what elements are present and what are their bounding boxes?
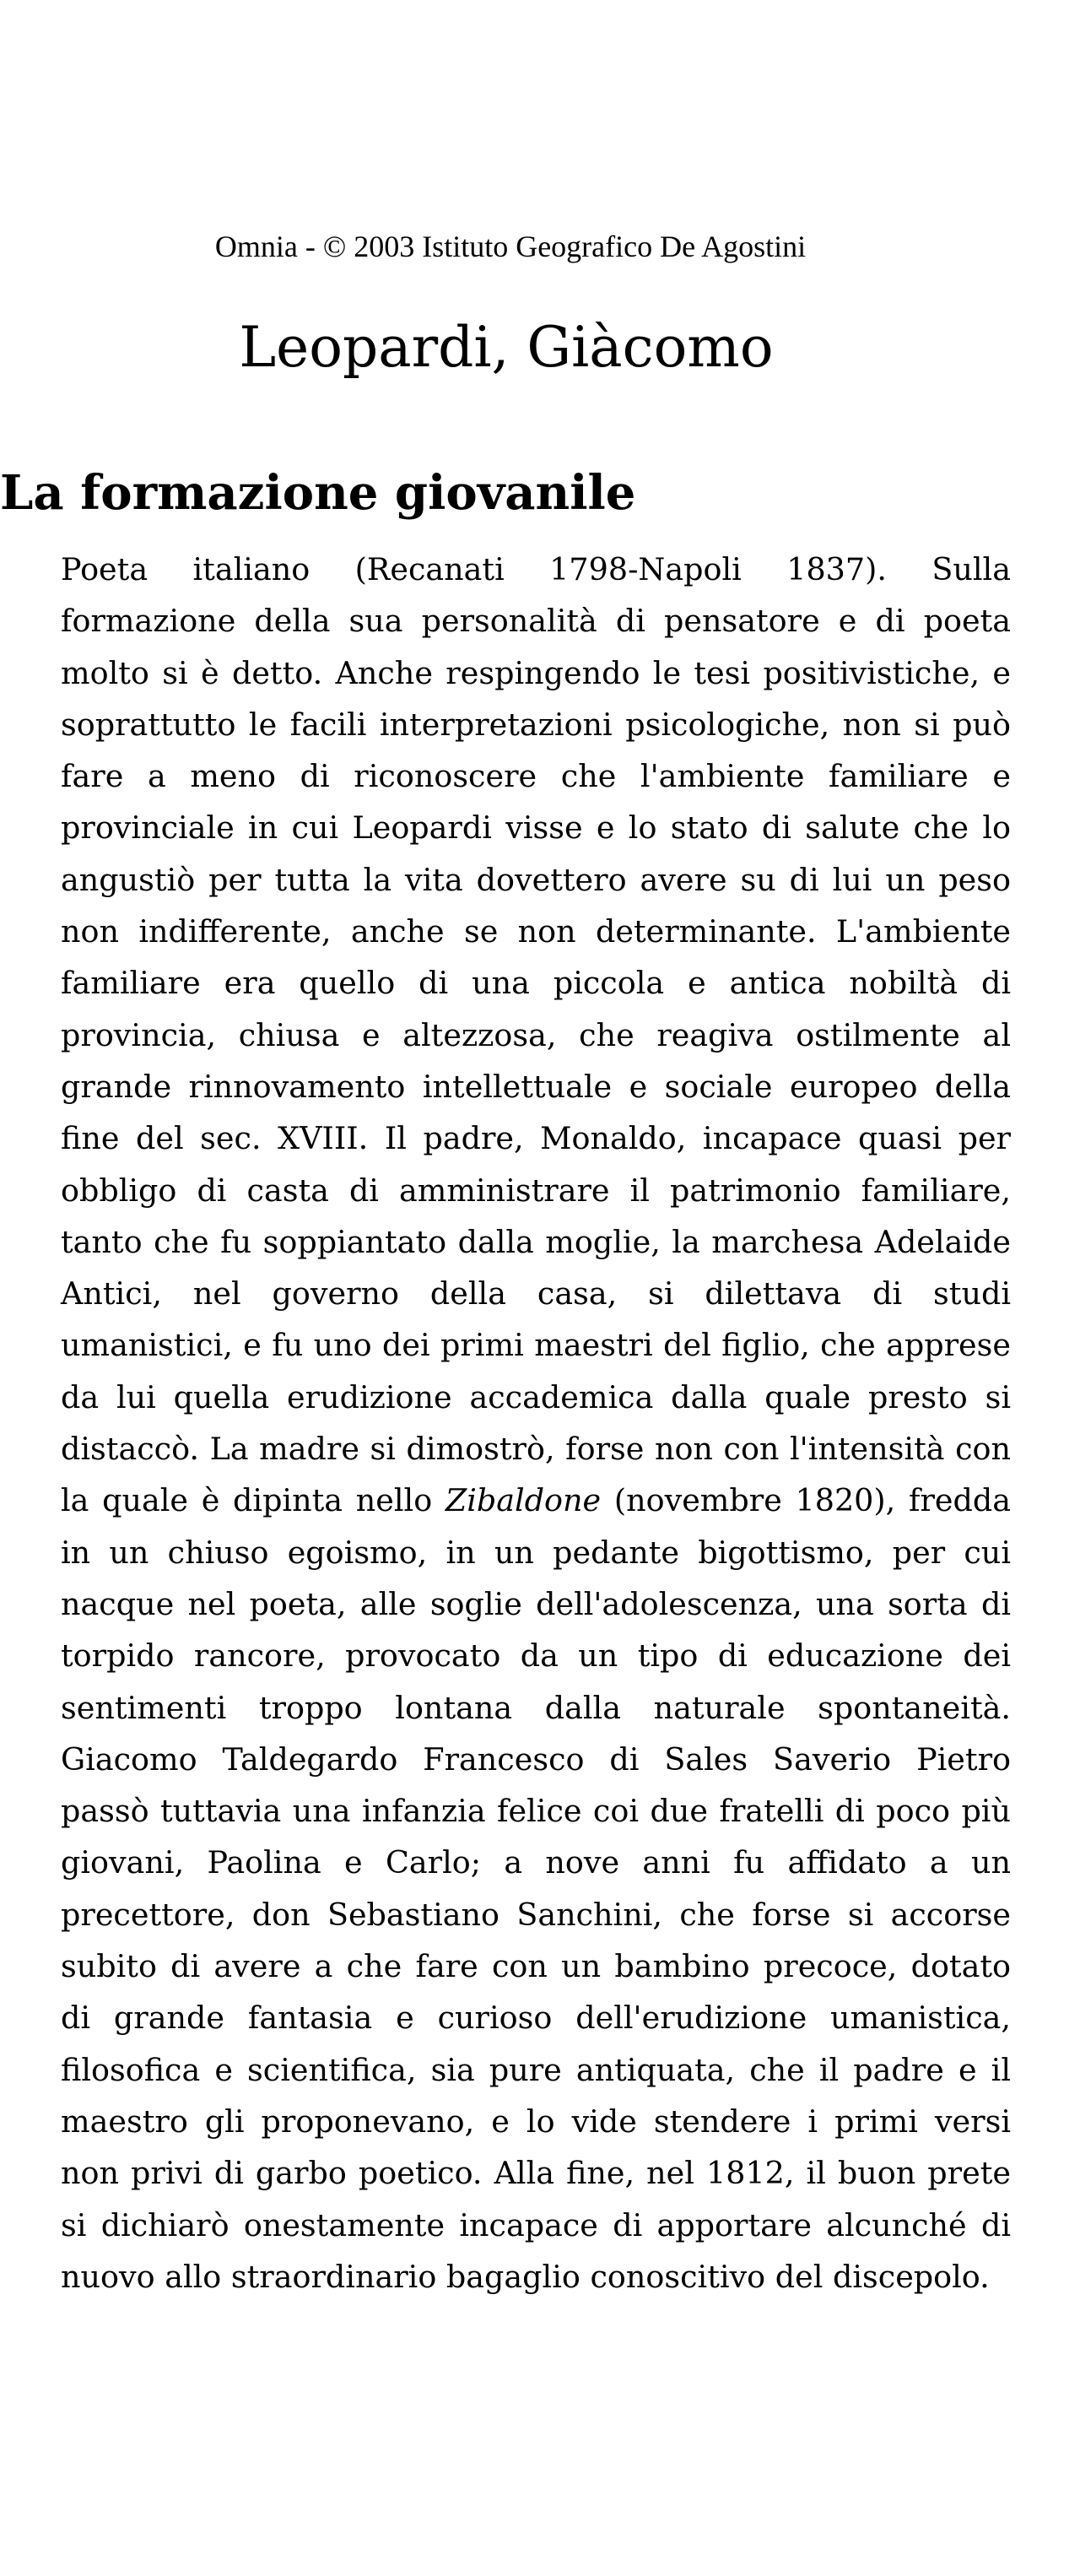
paragraph-text-before-italic: Poeta italiano (Recanati 1798-Napoli 1837). Sulla formazione della sua personalità di pensatore e di poeta molto si è detto. Anche respingendo le tesi positivistiche, e soprattutto le facili interpretazioni psicologiche, non si può fare a meno di riconoscere che l'ambiente familiare e provinciale in cui Leopardi visse e lo stato di salute che lo angustiò per tutta la vita dovettero avere su di lui un peso non indifferente, anche se non determinante. L'ambiente familiare era quello di una piccola e antica nobiltà di provincia, chiusa e altezzosa, che reagiva ostilmente al grande rinnovamento intellettuale e sociale europeo della fine del sec. XVIII. Il padre, Monaldo, incapace quasi per obbligo di casta di amministrare il patrimonio familiare, tanto che fu soppiantato dalla moglie, la marchesa Adelaide Antici, nel governo della casa, si dilettava di studi umanistici, e fu uno dei primi maestri del figlio, che apprese da lui quella erudizione accademica dalla quale presto si distaccò. La madre si dimostrò, forse non con l'intensità con la quale è dipinta nello [61,551,1011,1519]
section-heading: La formazione giovanile [0,465,636,521]
source-credit: Omnia - © 2003 Istituto Geografico De Agostini [214,230,807,263]
article-title: Leopardi, Giàcomo [239,315,774,380]
body-paragraph [61,544,1011,2303]
paragraph-text-after-italic: (novembre 1820), fredda in un chiuso egoismo, in un pedante bigottismo, per cui nacque nel poeta, alle soglie dell'adolescenza, una sorta di torpido rancore, provocato da un tipo di educazione dei sentimenti troppo lontana dalla naturale spontaneità. Giacomo Taldegardo Francesco di Sales Saverio Pietro passò tuttavia una infanzia felice coi due fratelli di poco più giovani, Paolina e Carlo; a nove anni fu affidato a un precettore, don Sebastiano Sanchini, che forse si accorse subito di avere a che fare con un bambino precoce, dotato di grande fantasia e curioso dell'erudizione umanistica, filosofica e scientifica, sia pure antiquata, che il padre e il maestro gli proponevano, e lo vide stendere i primi versi non privi di garbo poetico. Alla fine, nel 1812, il buon prete si dichiarò onestamente incapace di apportare alcunché di nuovo allo straordinario bagaglio conoscitivo del discepolo. [61,1482,1011,2295]
italic-work-title: Zibaldone [445,1482,602,1519]
